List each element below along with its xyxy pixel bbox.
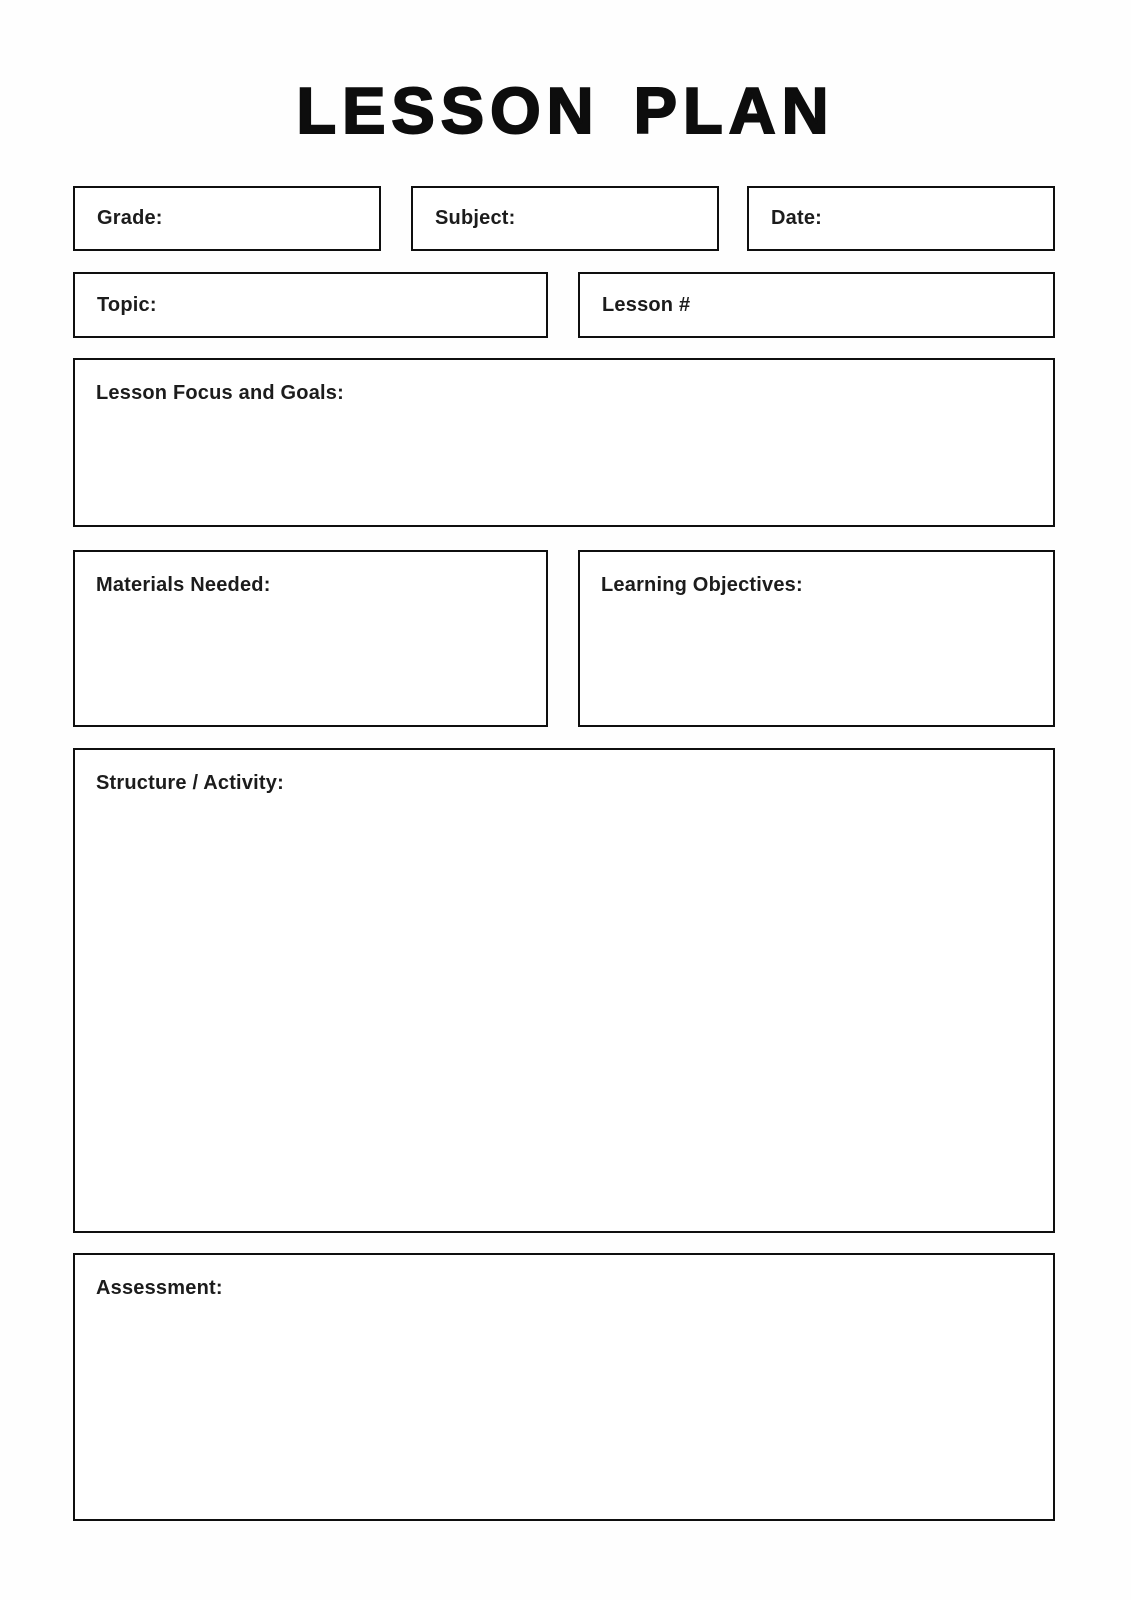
subject-field-label: Subject:	[435, 207, 516, 229]
topic-field-label: Topic:	[97, 293, 157, 316]
grade-field-label: Grade:	[97, 207, 163, 229]
subject-field[interactable]	[411, 186, 719, 251]
lesson-number-field[interactable]	[578, 272, 1055, 338]
assessment-field-label: Assessment:	[96, 1277, 223, 1299]
date-field[interactable]	[747, 186, 1055, 251]
grade-field[interactable]	[73, 186, 381, 251]
page-title: LESSON PLAN	[296, 74, 835, 147]
topic-field[interactable]	[73, 272, 548, 338]
date-field-label: Date:	[771, 207, 823, 229]
lesson-focus-goals-field[interactable]	[73, 358, 1055, 527]
structure-activity-field-label: Structure / Activity:	[96, 772, 284, 794]
learning-objectives-field[interactable]	[578, 550, 1055, 727]
lesson-focus-goals-field-label: Lesson Focus and Goals:	[96, 382, 344, 404]
lesson-number-field-label: Lesson #	[602, 293, 691, 316]
assessment-field[interactable]	[73, 1253, 1055, 1521]
structure-activity-field[interactable]	[73, 748, 1055, 1233]
materials-needed-field-label: Materials Needed:	[96, 574, 271, 596]
learning-objectives-field-label: Learning Objectives:	[601, 574, 803, 596]
materials-needed-field[interactable]	[73, 550, 548, 727]
